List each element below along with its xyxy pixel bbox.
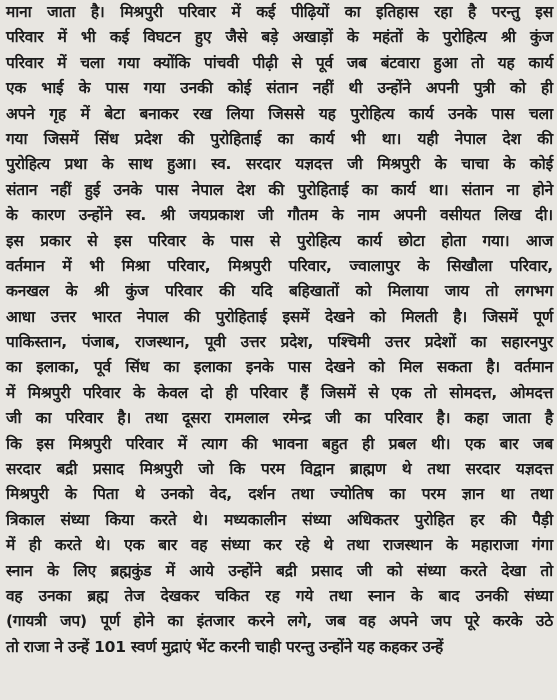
text-line: वर्तमान में भी मिश्रा परिवार, मिश्रपुरी परिवार, ज्वालापुर के सिखौला परिवार,: [6, 256, 553, 275]
text-line: (गायत्री जप) पूर्ण होने का इंतजार करने लगे, जब वह अपने जप पूरे करके उठे: [6, 612, 553, 631]
text-line: संतान नहीं हुई उनके पास नेपाल देश की पुरोहिताई का कार्य था। संतान ना होने: [6, 180, 553, 199]
text-line: का इलाका, पूर्व सिंध का इलाका इनके पास देखने को मिल सकता है। वर्तमान: [6, 358, 553, 377]
text-line: कनखल के श्री कुंज परिवार की यदि बहिखातों को मिलाया जाय तो लगभग: [6, 282, 553, 301]
text-line: वह उनका ब्रह्म तेज देखकर चकित रह गये तथा स्नान के बाद उनकी संध्या: [6, 586, 553, 605]
body-text: [6, 0, 553, 660]
text-line: जी का परिवार है। तथा दूसरा रामलाल रमेन्द्र जी का परिवार है। कहा जाता है: [6, 409, 553, 428]
text-line: तो राजा ने उन्हें 101 स्वर्ण मुद्राएं भेंट करनी चाही परन्तु उन्होंने यह कहकर उन्हें: [6, 637, 444, 656]
text-line: त्रिकाल संध्या किया करते थे। मध्यकालीन संध्या अधिकतर पुरोहित हर की पैड़ी: [6, 510, 553, 529]
text-line: अपने गृह में बेटा बनाकर रख लिया जिससे यह पुरोहित्य कार्य उनके पास चला: [6, 104, 553, 123]
text-line: एक भाई के पास गया उनकी कोई संतान नहीं थी उन्होंने अपनी पुत्री को ही: [6, 79, 553, 98]
text-line: में मिश्रपुरी परिवार के केवल दो ही परिवार हैं जिसमें से एक तो सोमदत्त, ओमदत्त: [6, 383, 553, 402]
text-line: आधा उत्तर भारत नेपाल की पुरोहिताई इसमें देखने को मिलती है। जिसमें पूर्ण: [6, 307, 553, 326]
text-line: पुरोहित्य प्रथा के साथ हुआ। स्व. सरदार यज्ञदत्त जी मिश्रपुरी के चाचा के कोई: [6, 155, 553, 174]
text-line: कि इस मिश्रपुरी परिवार में त्याग की भावना बहुत ही प्रबल थी। एक बार जब: [6, 434, 553, 453]
text-line: परिवार में चला गया क्योंकि पांचवी पीढ़ी से पूर्व जब बंटवारा हुआ तो यह कार्य: [6, 53, 553, 72]
text-line: परिवार में भी कई विघटन हुए जैसे बड़े अखाड़ों के महंतों के पुरोहित्य श्री कुंज: [6, 28, 553, 47]
text-line: मिश्रपुरी के पिता थे उनको वेद, दर्शन तथा ज्योतिष का परम ज्ञान था तथा: [6, 485, 553, 504]
text-line: सरदार बद्री प्रसाद मिश्रपुरी जो कि परम विद्वान ब्राह्मण थे तथा सरदार यज्ञदत्त: [6, 460, 553, 479]
text-line: के कारण उन्होंने स्व. श्री जयप्रकाश जी गौतम के नाम अपनी वसीयत लिख दी।: [6, 206, 553, 225]
text-line: इस प्रकार से इस परिवार के पास से पुरोहित्य कार्य छोटा होता गया। आज: [6, 231, 553, 250]
text-line: पाकिस्तान, पंजाब, राजस्थान, पूवी उत्तर प्रदेश, पश्चिमी उत्तर प्रदेशों का सहारनपुर: [6, 333, 553, 352]
text-line: गया जिसमें सिंध प्रदेश की पुरोहिताई का कार्य भी था। यही नेपाल देश की: [6, 129, 553, 148]
text-line: माना जाता है। मिश्रपुरी परिवार में कई पीढ़ियों का इतिहास रहा है परन्तु इस: [6, 3, 553, 21]
text-line: स्नान के लिए ब्रह्मकुंड में आये उन्होंने बद्री प्रसाद जी को संध्या करते देखा तो: [6, 561, 553, 580]
text-line: में ही करते थे। एक बार वह संध्या कर रहे थे तथा राजस्थान के महाराजा गंगा: [6, 536, 553, 555]
